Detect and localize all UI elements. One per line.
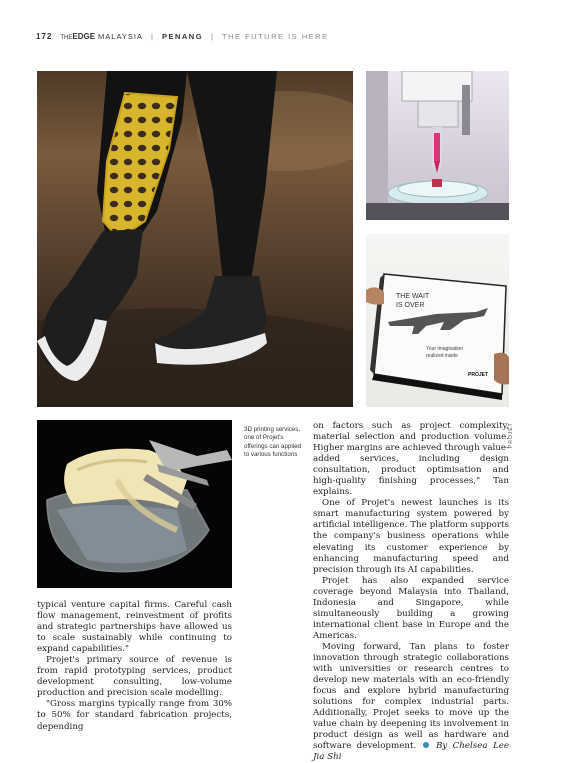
bioprinter-photo — [366, 71, 509, 220]
paragraph: "Gross margins typically range from 30% to 50% for standard fabrication projects, depending — [37, 699, 232, 732]
article-column-left — [37, 600, 232, 733]
prosthetic-leg-photo — [37, 71, 353, 407]
end-mark-icon — [423, 742, 429, 748]
dental-model-photo — [37, 420, 232, 588]
bioprinter-illustration — [366, 71, 509, 220]
box-headline-1: THE WAIT — [396, 293, 430, 300]
box-sub-1: Your imagination — [426, 346, 464, 352]
section-name: PENANG — [161, 31, 204, 41]
box-mockup-illustration — [366, 234, 509, 407]
paragraph: Projet's primary source of revenue is from rapid prototyping services, product development consulting, low-volume production and precision scale modelling. — [37, 655, 232, 699]
publication-logo: THEEDGE — [60, 31, 96, 41]
page-number: 172 — [36, 31, 53, 41]
paragraph: One of Projet's newest launches is its smart manufacturing system powered by artificial intelligence. The platform supports the company's business operations while elevating its customer experience by enhancing manufacturing speed and precision through its AI capabilities. — [313, 498, 509, 575]
header-separator: | — [151, 31, 154, 41]
box-sub-2: realized inside — [426, 353, 458, 359]
section-tagline: THE FUTURE IS HERE — [222, 31, 329, 41]
paragraph: Projet has also expanded service coverage beyond Malaysia into Thailand, Indonesia and Singapore, while simultaneously building a growing international client base in Europe and the Americas. — [313, 575, 509, 641]
prosthetic-leg-illustration — [37, 71, 353, 407]
box-headline-2: IS OVER — [396, 302, 425, 309]
article-column-right — [313, 421, 509, 763]
box-mockup-photo — [366, 234, 509, 407]
photo-caption: 3D printing services, one of Projet's offerings can applied to various functions — [244, 426, 301, 458]
box-logo: PROJET — [468, 372, 489, 378]
paragraph: typical venture capital firms. Careful cash flow management, reinvestment of profits and strategic partnerships have allowed us to scale sustainably while continuing to expand capabilities." — [37, 600, 232, 655]
dental-model-illustration — [37, 420, 232, 588]
paragraph-text: Moving forward, Tan plans to foster innovation through strategic collaborations with universities or research centres to develop new materials with an eco-friendly focus and explore hybrid manufacturing solutions for complex industrial parts. Additionally, Projet seeks to move up the value chain by deepening its involvement in product design as well as hardware and software development. — [313, 641, 509, 752]
photo-credit: PROJET — [508, 422, 514, 448]
byline: By Chelsea Lee Jia Shi — [313, 741, 510, 763]
header-separator-2: | — [211, 31, 214, 41]
publication-country: MALAYSIA — [98, 31, 143, 41]
paragraph: on factors such as project complexity, material selection and production volume. Higher margins are achieved through value-added services, including design consultation, product optimisation and high-quality finishing processes," Tan explains. — [313, 421, 509, 498]
page-header — [36, 30, 329, 42]
final-paragraph — [313, 642, 509, 763]
